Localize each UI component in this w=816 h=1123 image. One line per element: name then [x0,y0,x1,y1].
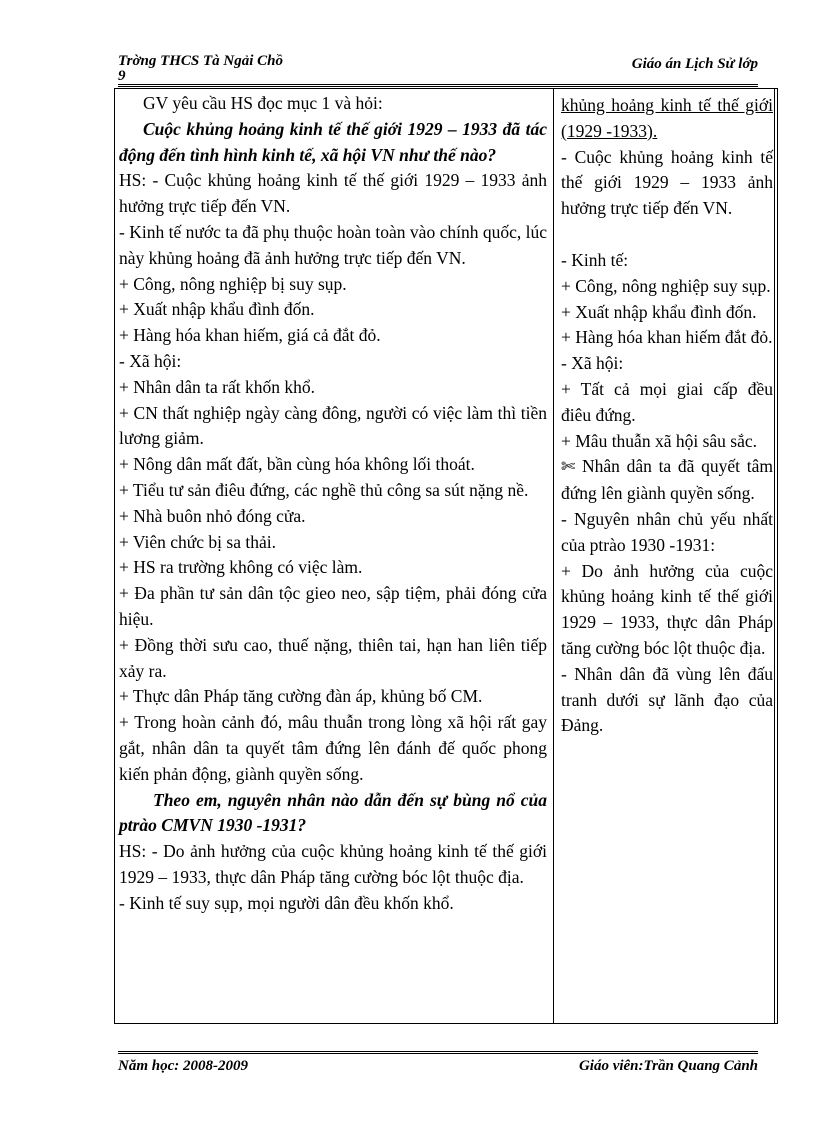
column-divider [553,89,554,1023]
table-right-border [774,89,775,1023]
content-line-with-icon [561,454,773,507]
footer-divider [118,1051,758,1054]
activity-column [119,91,547,917]
school-name [118,54,283,84]
header-divider [118,84,758,87]
content-line: - Kinh tế: [561,249,629,270]
content-line: - Nhân dân đã vùng lên đấu tranh dưới sự lãnh đạo của Đảng. [561,663,773,736]
answer-line: - Kinh tế nước ta đã phụ thuộc hoàn toàn vào chính quốc, lúc này khủng hoảng đã ảnh hưởng trực tiếp đến VN. [119,221,547,268]
answer-line: + Đa phần tư sản dân tộc gieo neo, sập tiệm, phải đóng cửa hiệu. [119,583,547,629]
answer-line: + Công, nông nghiệp bị suy sụp. [119,273,347,294]
teacher-instruction: GV yêu cầu HS đọc mục 1 và hỏi: [143,93,383,113]
answer-line: + HS ra trường không có việc làm. [119,557,363,578]
content-line: + Hàng hóa khan hiếm đắt đỏ. [561,327,773,348]
answer-line: + Thực dân Pháp tăng cường đàn áp, khủng bố CM. [119,686,483,707]
content-table [114,88,778,1024]
answer-line: + Hàng hóa khan hiếm, giá cả đắt đỏ. [119,325,381,346]
answer-line: + Viên chức bị sa thải. [119,531,276,552]
answer-line: + Đồng thời sưu cao, thuế nặng, thiên tai, hạn han liên tiếp xảy ra. [119,634,547,681]
answer-line: + Nông dân mất đất, bần cùng hóa không lối thoát. [119,454,475,475]
answer-line: HS: - Cuộc khủng hoảng kinh tế thế giới 1929 – 1933 ảnh hưởng trực tiếp đến VN. [119,170,547,217]
content-line: - Nguyên nhân chủ yếu nhất của ptrào 1930 -1931: [561,508,773,555]
grade-number: 9 [118,68,126,84]
content-column [561,93,773,739]
question-1: Cuộc khủng hoảng kinh tế thế giới 1929 – 1933 đã tác động đến tình hình kinh tế, xã hội VN như thế nào? [119,118,547,165]
question-2: Theo em, nguyên nhân nào dẫn đến sự bùng nổ của ptrào CMVN 1930 -1931? [119,789,547,836]
scissors-icon: ✄ [561,457,576,478]
answer-line: - Kinh tế suy sụp, mọi người dân đều khốn khổ. [119,892,454,913]
answer-line: + Nhà buôn nhỏ đóng cửa. [119,505,306,526]
section-heading: khủng hoảng kinh tế thế giới (1929 -1933). [561,95,773,141]
content-line: + Xuất nhập khẩu đình đốn. [561,301,757,322]
school-line: Trờng THCS Tà Ngải Chồ [118,53,284,69]
answer-line: - Xã hội: [119,350,182,371]
school-year: Năm học: 2008-2009 [118,1058,248,1074]
blank-gap [561,222,773,248]
content-line: + Mâu thuẫn xã hội sâu sắc. [561,430,758,451]
teacher-name: Giáo viên:Trần Quang Cảnh [578,1058,758,1074]
content-line: - Cuộc khủng hoảng kinh tế thế giới 1929 – 1933 ảnh hưởng trực tiếp đến VN. [561,146,773,219]
content-line: + Tất cả mọi giai cấp đều điêu đứng. [561,378,773,425]
answer-line: + Trong hoàn cảnh đó, mâu thuẫn trong lòng xã hội rất gay gắt, nhân dân ta quyết tâm đứng lên đánh đế quốc phong kiến phản động, giành quyền sống. [119,712,547,784]
content-line: + Công, nông nghiệp suy sụp. [561,275,771,296]
lesson-plan-title: Giáo án Lịch Sử lớp [631,56,758,72]
content-text: Nhân dân ta đã quyết tâm đứng lên giành quyền sống. [561,456,773,504]
answer-line: + Xuất nhập khẩu đình đốn. [119,299,315,320]
answer-line: + CN thất nghiệp ngày càng đông, người có việc làm thì tiền lương giảm. [119,402,547,449]
content-line: + Do ảnh hưởng của cuộc khủng hoảng kinh tế thế giới 1929 – 1933, thực dân Pháp tăng cường bóc lột thuộc địa. [561,560,773,658]
answer-line: + Tiểu tư sản điêu đứng, các nghề thủ công sa sút nặng nề. [119,479,529,500]
content-line: - Xã hội: [561,353,624,374]
page-header [118,52,758,88]
answer-line: HS: - Do ảnh hưởng của cuộc khủng hoảng kinh tế thế giới 1929 – 1933, thực dân Pháp tăng cường bóc lột thuộc địa. [119,841,547,887]
answer-line: + Nhân dân ta rất khốn khổ. [119,376,316,397]
